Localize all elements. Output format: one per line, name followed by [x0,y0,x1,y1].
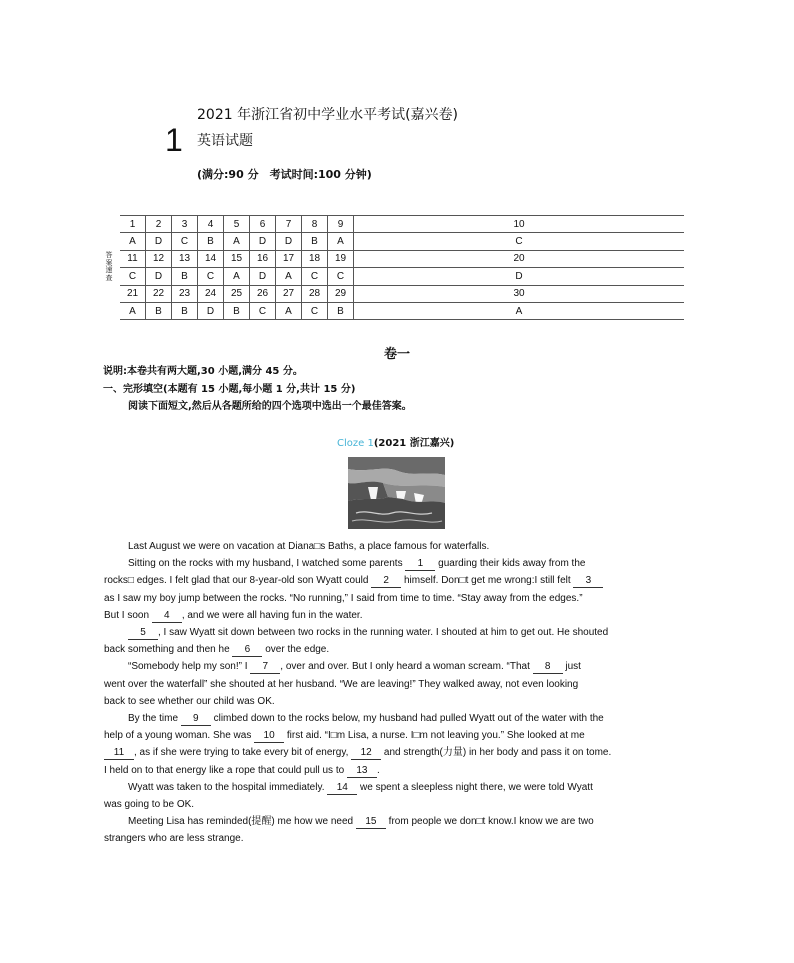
passage-text: over the edge. [262,644,330,656]
answer-cell: A [276,268,302,285]
passage-line [104,624,684,641]
blank-14: 14 [327,782,357,795]
passage-text: himself. Don□t get me wrong:I still felt [401,575,574,587]
question-number-cell: 9 [328,216,354,233]
question-number-row [120,285,684,302]
question-number-cell: 13 [172,250,198,267]
question-number-cell: 5 [224,216,250,233]
answer-cell: C [172,233,198,250]
question-number-cell: 30 [354,285,685,302]
answer-row [120,268,684,285]
question-number-cell: 12 [146,250,172,267]
question-number-cell: 4 [198,216,224,233]
blank-5: 5 [128,627,158,640]
passage-text: , over and over. But I only heard a woman scream. “That [280,661,533,673]
answer-cell: A [276,302,302,319]
answer-cell: C [120,268,146,285]
exam-subtitle: 英语试题 [197,133,253,149]
answer-cell: B [224,302,250,319]
question-number-cell: 3 [172,216,198,233]
cloze-passage [104,538,684,848]
passage-line [104,830,684,847]
question-number-row [120,250,684,267]
answer-cell: C [302,302,328,319]
answer-cell: A [120,302,146,319]
passage-text: strangers who are less strange. [104,833,244,845]
question-number-cell: 29 [328,285,354,302]
answer-cell: C [302,268,328,285]
passage-text: But I soon [104,609,152,621]
passage-line [104,538,684,555]
blank-11: 11 [104,747,134,760]
passage-line [104,744,684,761]
question-number-cell: 18 [302,250,328,267]
part-heading: 一、完形填空(本题有 15 小题,每小题 1 分,共计 15 分) [103,384,356,395]
passage-text: Meeting Lisa has reminded(提醒) me how we need [128,816,356,828]
passage-line [104,727,684,744]
blank-4: 4 [152,610,182,623]
passage-text: just [562,661,581,673]
blank-13: 13 [347,765,377,778]
cloze-heading [337,434,454,449]
answer-cell: B [172,268,198,285]
section-note: 说明:本卷共有两大题,30 小题,满分 45 分。 [103,366,303,377]
passage-text: By the time [128,713,181,725]
question-number-cell: 10 [354,216,685,233]
passage-text: “Somebody help my son!” I [128,661,251,673]
passage-line [104,590,684,607]
exam-meta: (满分:90 分 考试时间:100 分钟) [197,168,372,181]
question-number-cell: 1 [120,216,146,233]
passage-text: guarding their kids away from the [435,558,586,570]
question-number-cell: 17 [276,250,302,267]
answer-cell: D [250,233,276,250]
blank-6: 6 [232,644,262,657]
blank-8: 8 [533,661,563,674]
question-number-cell: 15 [224,250,250,267]
passage-text: , I saw Wyatt sit down between two rocks in the running water. I shouted at him to get out. He shouted [158,627,609,639]
answer-cell: D [198,302,224,319]
question-number-cell: 25 [224,285,250,302]
answer-cell: C [250,302,276,319]
waterfall-illustration [348,457,445,529]
blank-10: 10 [254,730,284,743]
question-number-cell: 24 [198,285,224,302]
question-number-row [120,216,684,233]
blank-7: 7 [250,661,280,674]
passage-text: first aid. “I□m Lisa, a nurse. I□m not leaving you.” She looked at me [284,730,585,742]
cloze-source: (2021 浙江嘉兴) [373,438,455,449]
question-number-cell: 16 [250,250,276,267]
question-number-cell: 22 [146,285,172,302]
passage-text: and strength(力量) in her body and pass it on tome. [381,747,612,759]
answer-cell: C [328,268,354,285]
question-number-cell: 2 [146,216,172,233]
passage-text: as I saw my boy jump between the rocks. “No running,” I said from time to time. “Stay away from the edges.” [104,592,583,604]
answer-cell: C [198,268,224,285]
question-number-cell: 20 [354,250,685,267]
answer-cell: B [328,302,354,319]
passage-text: we spent a sleepless night there, we were told Wyatt [357,781,593,793]
exam-title: 2021 年浙江省初中学业水平考试(嘉兴卷) [197,107,459,123]
passage-line [104,607,684,624]
question-number-cell: 28 [302,285,328,302]
directions: 阅读下面短文,然后从各题所给的四个选项中选出一个最佳答案。 [128,401,412,412]
passage-text: back something and then he [104,644,233,656]
question-number-cell: 23 [172,285,198,302]
question-number-cell: 21 [120,285,146,302]
answer-cell: B [172,302,198,319]
answer-row [120,302,684,319]
blank-3: 3 [573,575,603,588]
passage-line [104,796,684,813]
passage-text: , as if she were trying to take every bit of energy, [134,747,352,759]
passage-line [104,762,684,779]
passage-text: climbed down to the rocks below, my husband had pulled Wyatt out of the water with the [210,713,604,725]
question-number-cell: 6 [250,216,276,233]
passage-line [104,710,684,727]
answer-cell: A [354,302,685,319]
passage-text: . [376,764,380,776]
answer-cell: A [328,233,354,250]
answer-cell: A [224,233,250,250]
answer-cell: A [120,233,146,250]
answer-cell: D [146,233,172,250]
passage-text: was going to be OK. [104,799,195,811]
blank-2: 2 [371,575,401,588]
answer-cell: B [198,233,224,250]
blank-1: 1 [405,558,435,571]
question-number-cell: 8 [302,216,328,233]
passage-text: Last August we were on vacation at Diana□s Baths, a place famous for waterfalls. [128,541,490,552]
passage-text: Sitting on the rocks with my husband, I watched some parents [128,558,406,570]
answer-cell: D [250,268,276,285]
answer-cell: D [276,233,302,250]
answer-cell: C [354,233,685,250]
document-number: 1 [165,122,183,158]
passage-line [104,813,684,830]
question-number-cell: 14 [198,250,224,267]
question-number-cell: 7 [276,216,302,233]
passage-text: rocks□ edges. I felt glad that our 8-year-old son Wyatt could [104,575,372,587]
question-number-cell: 27 [276,285,302,302]
passage-line [104,641,684,658]
blank-12: 12 [351,747,381,760]
passage-text: I held on to that energy like a rope that could pull us to [104,764,347,776]
question-number-cell: 19 [328,250,354,267]
answer-cell: B [146,302,172,319]
answer-cell: A [224,268,250,285]
answer-table [120,215,684,320]
passage-line [104,572,684,589]
passage-line [104,555,684,572]
blank-15: 15 [356,816,386,829]
section-title: 卷一 [384,347,411,362]
passage-line [104,693,684,710]
passage-text: , and we were all having fun in the water. [181,609,363,621]
passage-text: Wyatt was taken to the hospital immediately. [128,781,328,793]
passage-text: help of a young woman. She was [104,730,255,742]
cloze-label: Cloze 1 [337,438,374,449]
passage-line [104,676,684,693]
passage-text: went over the waterfall” she shouted at her husband. “We are leaving!” They walked away, not even looking [104,678,579,690]
answer-cell: D [354,268,685,285]
blank-9: 9 [181,713,211,726]
passage-line [104,779,684,796]
passage-text: back to see whether our child was OK. [104,695,275,707]
question-number-cell: 26 [250,285,276,302]
answer-row [120,233,684,250]
question-number-cell: 11 [120,250,146,267]
passage-text: from people we don□t know.I know we are two [385,816,594,828]
answer-cell: D [146,268,172,285]
answer-table-label: 答案速查 [105,251,113,282]
passage-line [104,658,684,675]
answer-cell: B [302,233,328,250]
